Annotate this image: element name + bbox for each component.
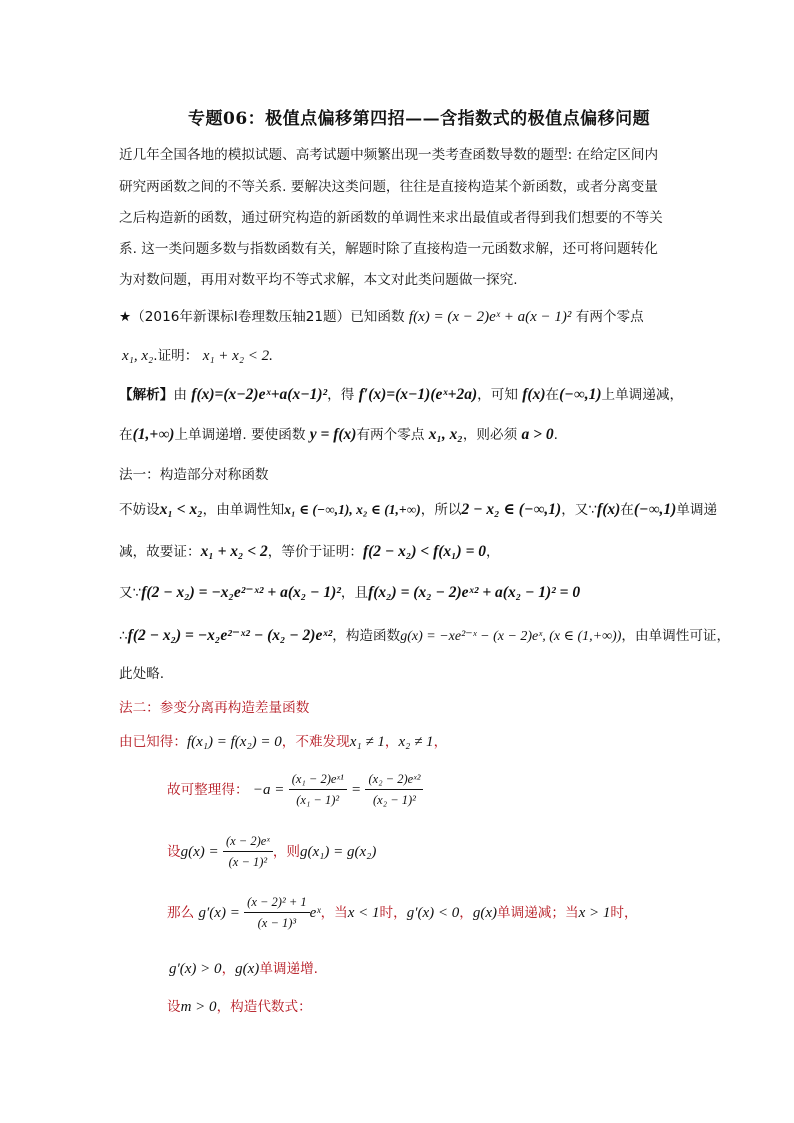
- math: g(x): [235, 961, 260, 977]
- method1-heading: 法一：构造部分对称函数: [119, 467, 269, 483]
- math: g′(x) =: [198, 904, 240, 921]
- analysis-line-2: [119, 426, 558, 444]
- text: ，由单调性可证，: [621, 628, 731, 644]
- math: x₁ + x₂ < 2: [200, 543, 268, 560]
- intro-line-5: 为对数问题，再用对数平均不等式求解，本文对此类问题做一探究.: [119, 272, 518, 288]
- math: g(x): [472, 904, 498, 921]
- math: f(x₂) = (x₂ − 2)eˣ² + a(x₂ − 1)² = 0: [368, 584, 581, 601]
- text: 在: [119, 427, 133, 443]
- analysis-fx: f(x): [522, 386, 546, 403]
- text: 在: [620, 502, 634, 518]
- math: −a =: [252, 781, 285, 798]
- fraction-gprime: [244, 893, 310, 932]
- fraction-x1: [289, 770, 347, 809]
- math: eˣ: [309, 904, 321, 921]
- math: g(x) =: [180, 843, 219, 860]
- text: ，: [433, 734, 448, 750]
- page-title: 专题06：极值点偏移第四招——含指数式的极值点偏移问题: [188, 109, 651, 129]
- denominator: (x − 1)³: [257, 916, 297, 930]
- text: ，则: [272, 843, 301, 860]
- numerator: (x − 2)eˣ: [223, 832, 273, 852]
- target-inequality: x₁ + x₂ < 2.: [202, 348, 273, 364]
- text: ，: [486, 544, 500, 560]
- text: 由已知得：: [119, 734, 187, 750]
- method2-line-2: [167, 770, 423, 809]
- numerator: (x₂ − 2)eˣ²: [365, 770, 423, 790]
- text: 那么: [167, 904, 195, 921]
- denominator: (x − 1)²: [228, 855, 268, 869]
- text: 时，: [610, 904, 638, 921]
- equals: =: [351, 781, 362, 798]
- intro-line-4: 系. 这一类问题多数与指数函数有关，解题时除了直接构造一元函数求解，还可将问题转化: [119, 241, 658, 257]
- zeros-vars: x₁, x₂: [122, 348, 154, 364]
- text: 减，故要证：: [119, 544, 201, 560]
- problem-tail: 有两个零点: [575, 309, 644, 325]
- math: x < 1: [347, 904, 380, 921]
- method2-line-3: [167, 832, 376, 871]
- text: ，得: [327, 387, 355, 403]
- text: ，由单调性知: [202, 502, 285, 518]
- text: ，等价于证明：: [267, 544, 363, 560]
- text: .: [553, 427, 558, 443]
- fraction-x2: [365, 770, 423, 809]
- math: (−∞,1): [633, 501, 677, 518]
- method2-line-4: [167, 893, 638, 932]
- text: 又∵: [119, 585, 142, 601]
- text: ，可知: [477, 387, 518, 403]
- problem-function: f(x) = (x − 2)eˣ + a(x − 1)²: [408, 309, 572, 325]
- method1-line-2: [119, 543, 500, 561]
- interval-2: (1,+∞): [132, 426, 175, 443]
- method2-line-6: [167, 998, 312, 1016]
- numerator: (x − 2)² + 1: [244, 893, 310, 913]
- prove-text: .证明：: [153, 348, 199, 364]
- text: 由: [173, 387, 187, 403]
- math: x₁ ∈ (−∞,1), x₂ ∈ (1,+∞): [284, 502, 421, 517]
- math: g(x) = −xe²⁻ˣ − (x − 2)eˣ, (x ∈ (1,+∞)): [400, 629, 622, 644]
- text: 有两个零点: [356, 427, 425, 443]
- problem-line-1: [119, 308, 644, 326]
- intro-line-2: 研究两函数之间的不等关系. 要解决这类问题，往往是直接构造某个新函数，或者分离变量: [119, 179, 658, 195]
- method2-line-5: [169, 960, 318, 978]
- math: x₂ ≠ 1: [398, 734, 434, 750]
- text: 在: [545, 387, 560, 403]
- analysis-tag: 【解析】: [119, 387, 174, 403]
- method1-line-3: [119, 584, 580, 602]
- math: 2 − x₂ ∈ (−∞,1): [461, 501, 562, 518]
- math: f(2 − x₂) < f(x₁) = 0: [362, 543, 487, 560]
- text: 设: [167, 999, 181, 1015]
- problem-line-2: [122, 347, 273, 365]
- text: ，构造代数式：: [216, 999, 312, 1015]
- text: 时，: [379, 904, 407, 921]
- method1-line-1: [119, 501, 717, 519]
- a-condition: a > 0: [521, 426, 554, 443]
- text: 上单调递减，: [601, 387, 684, 403]
- interval-1: (−∞,1): [559, 386, 602, 403]
- intro-line-1: 近几年全国各地的模拟试题、高考试题中频繁出现一类考查函数导数的题型: 在给定区间内: [119, 147, 659, 163]
- numerator: (x₁ − 2)eˣ¹: [289, 770, 347, 790]
- text: ∴: [119, 628, 128, 644]
- denominator: (x₁ − 1)²: [296, 793, 340, 807]
- math: x₁ < x₂: [159, 501, 203, 518]
- math: g′(x) > 0: [169, 961, 222, 977]
- text: ，当: [320, 904, 348, 921]
- problem-source: ★（2016年新课标Ⅰ卷理数压轴21题）已知函数: [119, 309, 405, 325]
- text: ，: [384, 734, 399, 750]
- math: x > 1: [578, 904, 611, 921]
- denominator: (x₂ − 1)²: [373, 793, 416, 807]
- text: 单调递增.: [259, 961, 319, 977]
- text: 设: [167, 843, 181, 860]
- text: 单调递: [676, 502, 718, 518]
- text: 故可整理得：: [167, 781, 249, 798]
- text: ，构造函数: [332, 628, 401, 644]
- text: 上单调递增. 要使函数: [174, 427, 306, 443]
- text: 不妨设: [119, 502, 160, 518]
- method1-line-4: [119, 627, 730, 646]
- math: f(x): [597, 501, 621, 518]
- method2-line-1: [119, 733, 447, 751]
- text: ，: [459, 904, 473, 921]
- text: ，且: [340, 585, 369, 601]
- text: ，所以: [420, 502, 462, 518]
- math: g(x₁) = g(x₂): [300, 843, 377, 860]
- analysis-line-1: [119, 386, 683, 404]
- math: m > 0: [180, 999, 217, 1015]
- text: 单调递减；当: [497, 904, 579, 921]
- math: f(2 − x₂) = −x₂e²⁻ˣ² − (x₂ − 2)eˣ²: [127, 627, 333, 644]
- math: f(2 − x₂) = −x₂e²⁻ˣ² + a(x₂ − 1)²: [141, 584, 341, 601]
- intro-line-3: 之后构造新的函数，通过研究构造的新函数的单调性来求出最值或者得到我们想要的不等关: [119, 210, 663, 226]
- method2-heading: 法二：参变分离再构造差量函数: [119, 700, 310, 716]
- math: g′(x) < 0: [406, 904, 460, 921]
- zeros-x1-x2: x₁, x₂: [428, 426, 463, 443]
- fraction-g: [223, 832, 273, 871]
- analysis-fprime: f′(x)=(x−1)(eˣ+2a): [358, 386, 478, 403]
- text: ，: [221, 961, 236, 977]
- text: ，不难发现: [281, 734, 350, 750]
- text: ，则必须: [462, 427, 518, 443]
- y-equals-fx: y = f(x): [309, 426, 357, 443]
- method1-line-5: 此处略.: [119, 666, 165, 682]
- text: ，又∵: [561, 502, 598, 518]
- math: f(x₁) = f(x₂) = 0: [186, 734, 282, 750]
- math: x₁ ≠ 1: [349, 734, 385, 750]
- analysis-f: f(x)=(x−2)eˣ+a(x−1)²: [191, 386, 328, 403]
